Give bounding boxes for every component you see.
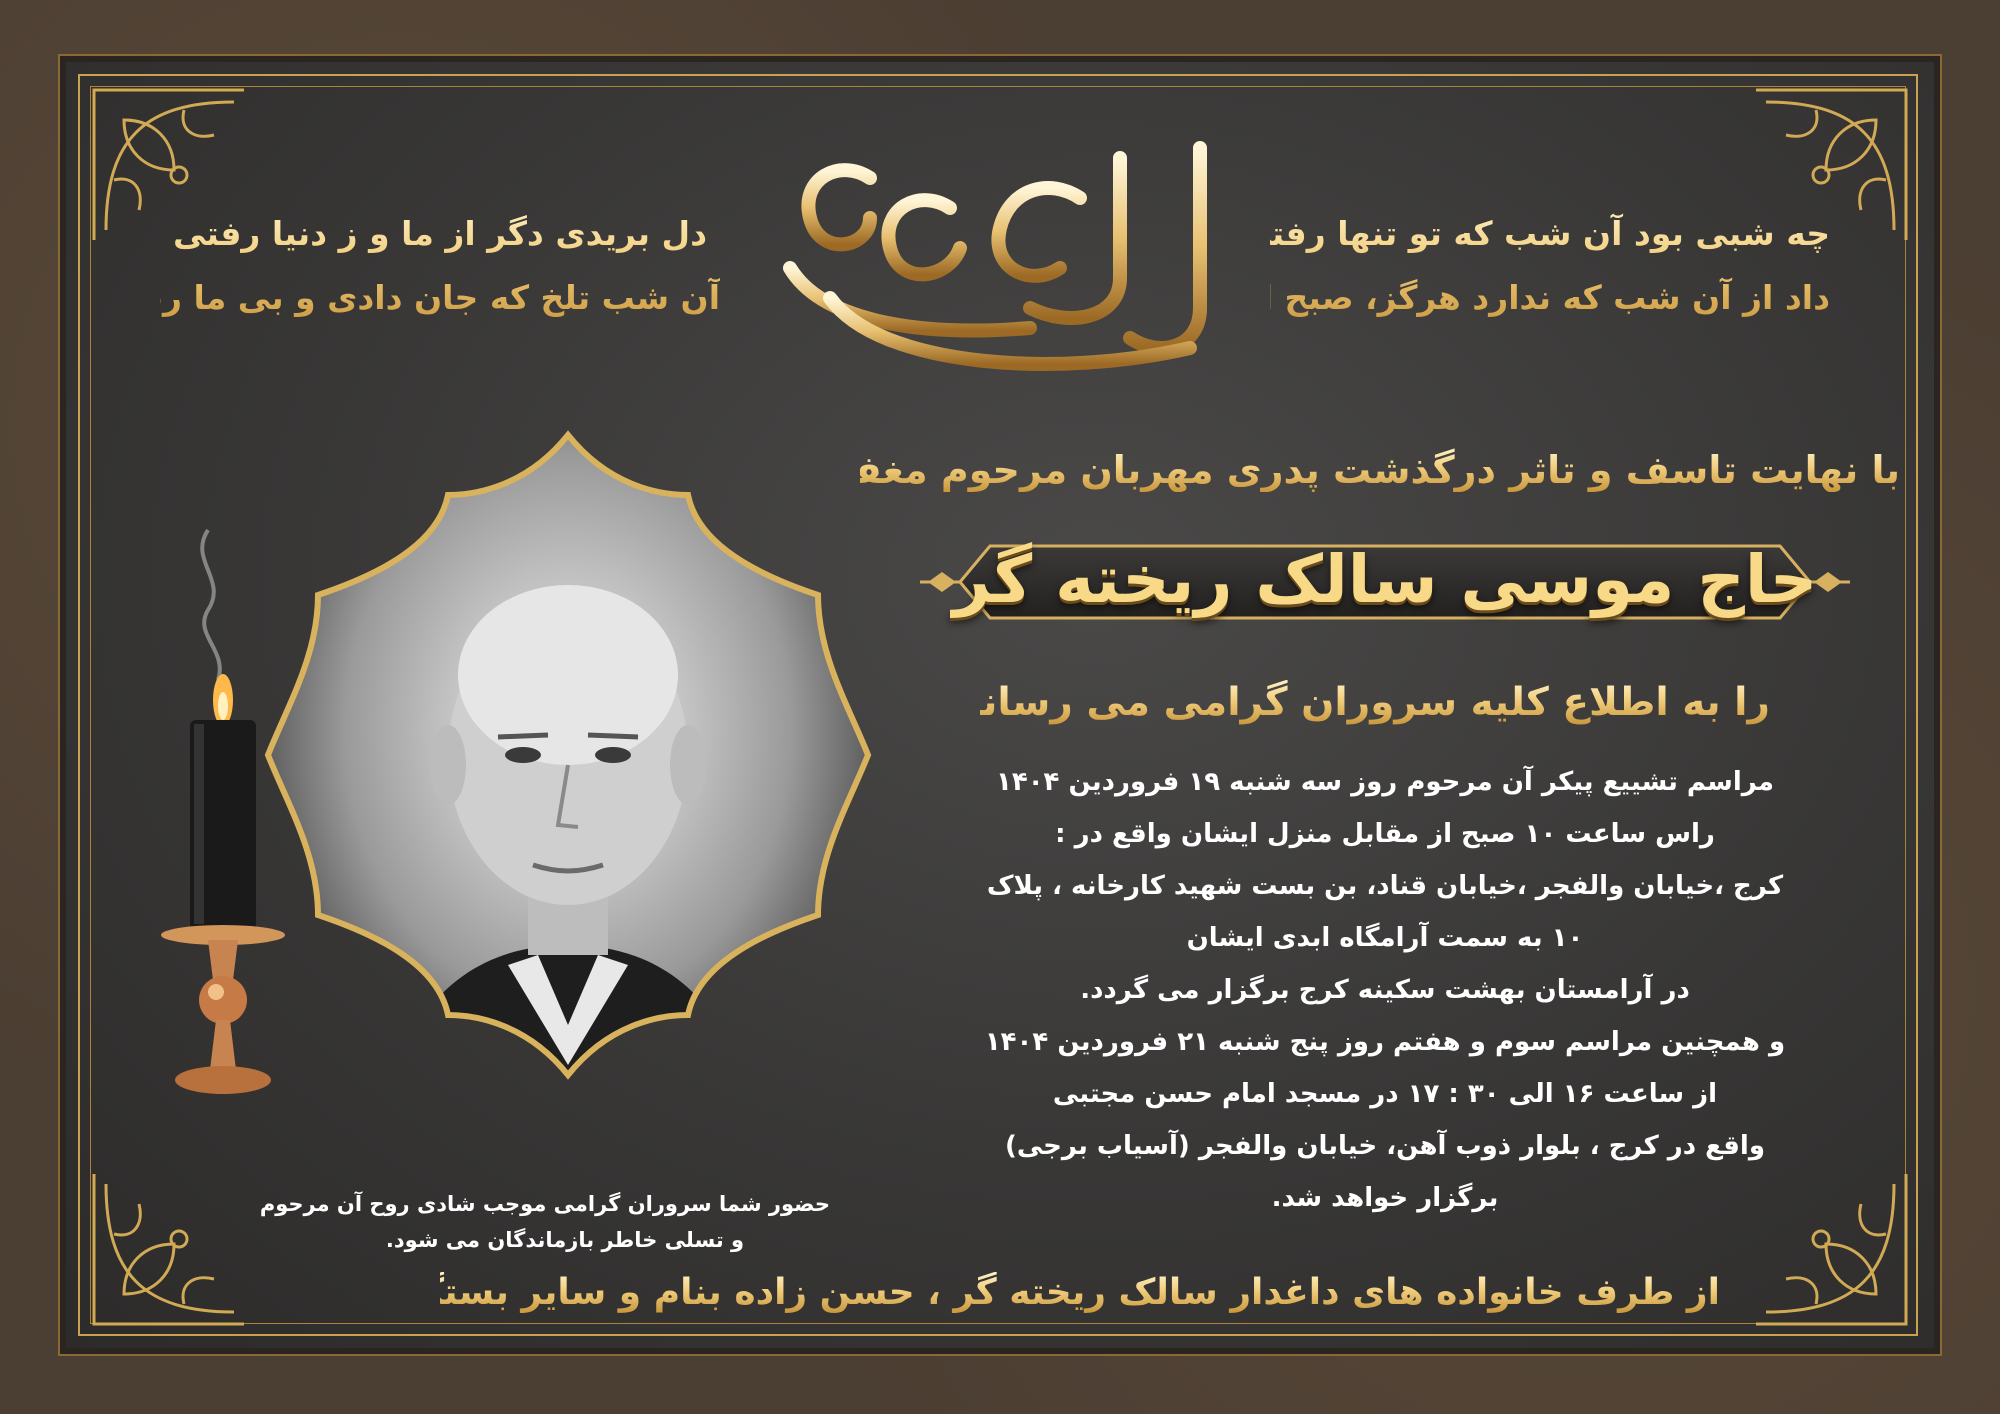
notify-text: را به اطلاع کلیه سروران گرامی می رسانیم.: [921, 680, 1770, 725]
caption-line-1: حضور شما سروران گرامی موجب شادی روح آن مرحوم: [259, 1192, 830, 1216]
corner-ornament-icon: [84, 1164, 254, 1334]
ceremony-line: کرج ،خیابان والفجر ،خیابان قناد، بن بست شهید کارخانه ، پلاک: [986, 871, 1784, 901]
caption-line-2: و تسلی خاطر بازماندگان می شود.: [385, 1228, 745, 1252]
poem-left-line-2: آن شب تلخ که جان دادی و بی ما رفتی: [94, 278, 720, 317]
ceremony-line: واقع در کرج ، بلوار ذوب آهن، خیابان والفجر (آسیاب برجی): [1004, 1131, 1766, 1161]
calligraphy-logo: [730, 118, 1270, 388]
ceremony-line: برگزار خواهد شد.: [1271, 1183, 1499, 1213]
ceremony-line: راس ساعت ۱۰ صبح از مقابل منزل ایشان واقع در :: [1055, 819, 1715, 849]
ceremony-line: در آرامستان بهشت سکینه کرج برگزار می گردد.: [1080, 975, 1690, 1005]
poem-right-line-2: داد از آن شب که ندارد هرگز، صبح امید: [1208, 278, 1830, 317]
poem-left: [94, 202, 720, 330]
poem-right: [1208, 202, 1830, 330]
intro-text: با نهایت تاسف و تاثر درگذشت پدری مهربان مرحوم مغفور: [809, 448, 1900, 492]
deceased-name: حاج موسی سالک ریخته گر: [952, 541, 1818, 618]
ceremony-line: از ساعت ۱۶ الی ۳۰ : ۱۷ در مسجد امام حسن مجتبی: [1052, 1079, 1718, 1109]
ceremony-line: مراسم تشییع پیکر آن مرحوم روز سه شنبه ۱۹ فروردین ۱۴۰۴: [995, 767, 1775, 797]
poem-right-line-1: چه شبی بود آن شب که تو تنها رفتی: [1238, 214, 1830, 253]
poem-left-line-1: دل بریدی دگر از ما و ز دنیا رفتی: [172, 214, 708, 253]
caption: [259, 1186, 830, 1258]
ceremony-line: و همچنین مراسم سوم و هفتم روز پنج شنبه ۲۱ فروردین ۱۴۰۴: [984, 1027, 1786, 1057]
footer-text: از طرف خانواده های داغدار سالک ریخته گر ، حسن زاده بنام و سایر بستگان: [378, 1272, 1720, 1313]
candle-icon: [148, 520, 298, 1120]
ceremony-details: [900, 756, 1870, 1224]
portrait-photo: [258, 425, 878, 1185]
ceremony-line: ۱۰ به سمت آرامگاه ابدی ایشان: [1186, 923, 1584, 953]
